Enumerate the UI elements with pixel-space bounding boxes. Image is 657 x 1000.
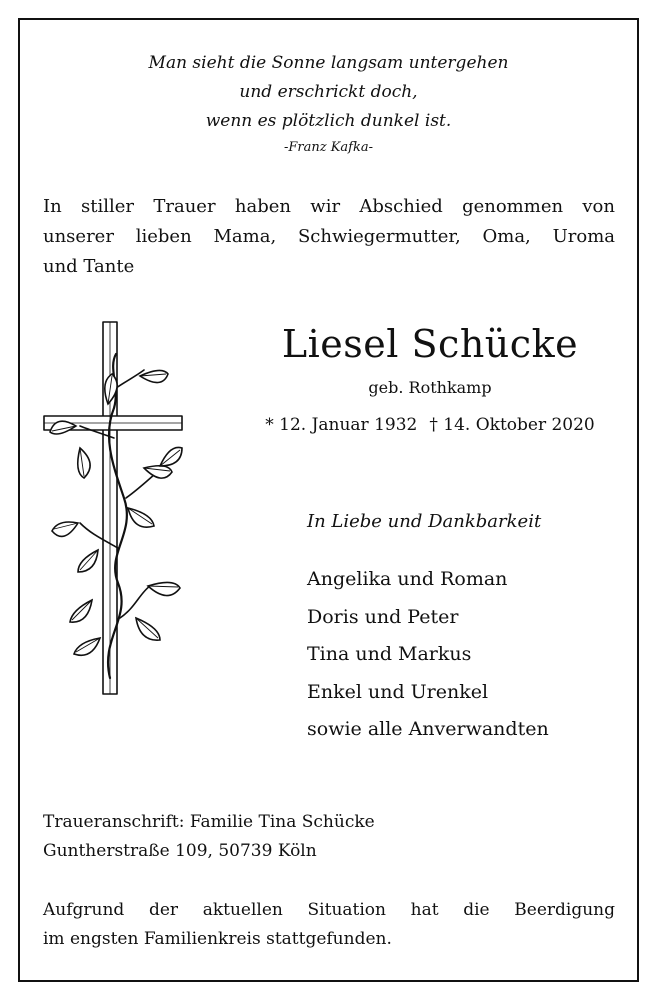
address-line: Guntherstraße 109, 50739 Köln [43, 841, 317, 861]
quote-line: wenn es plötzlich dunkel ist. [205, 111, 452, 131]
death-date: † 14. Oktober 2020 [429, 415, 595, 435]
deceased-name: Liesel Schücke [281, 322, 579, 366]
deceased-block [240, 318, 620, 438]
mourner-item: Enkel und Urenkel [307, 680, 489, 703]
kafka-quote [0, 49, 657, 160]
farewell-line: In Liebe und Dankbarkeit [307, 511, 542, 532]
address-line: Traueranschrift: Familie Tina Schücke [43, 812, 375, 832]
mourning-address [43, 808, 375, 866]
notice-line: Aufgrund der aktuellen Situation hat die Beerdigung [43, 900, 615, 920]
cross-with-vine-icon [40, 318, 190, 698]
life-dates [240, 412, 620, 438]
funeral-notice [43, 896, 615, 954]
birth-date: * 12. Januar 1932 [265, 415, 418, 435]
notice-line: im engsten Familienkreis stattgefunden. [43, 929, 392, 949]
mourner-item: Doris und Peter [307, 605, 459, 628]
intro-text [43, 192, 615, 282]
mourner-item: Angelika und Roman [307, 568, 508, 590]
intro-line: unserer lieben Mama, Schwiegermutter, Oma, Uroma [43, 226, 615, 247]
mourner-item: Tina und Markus [307, 643, 472, 665]
mourners-list [307, 561, 549, 749]
maiden-name: geb. Rothkamp [368, 378, 492, 397]
quote-line: und erschrickt doch, [239, 82, 418, 102]
intro-line: und Tante [43, 256, 135, 277]
mourner-item: sowie alle Anverwandten [307, 718, 549, 740]
quote-author: -Franz Kafka- [283, 140, 374, 155]
quote-line: Man sieht die Sonne langsam untergehen [148, 53, 509, 73]
intro-line: In stiller Trauer haben wir Abschied genommen von [43, 196, 615, 217]
